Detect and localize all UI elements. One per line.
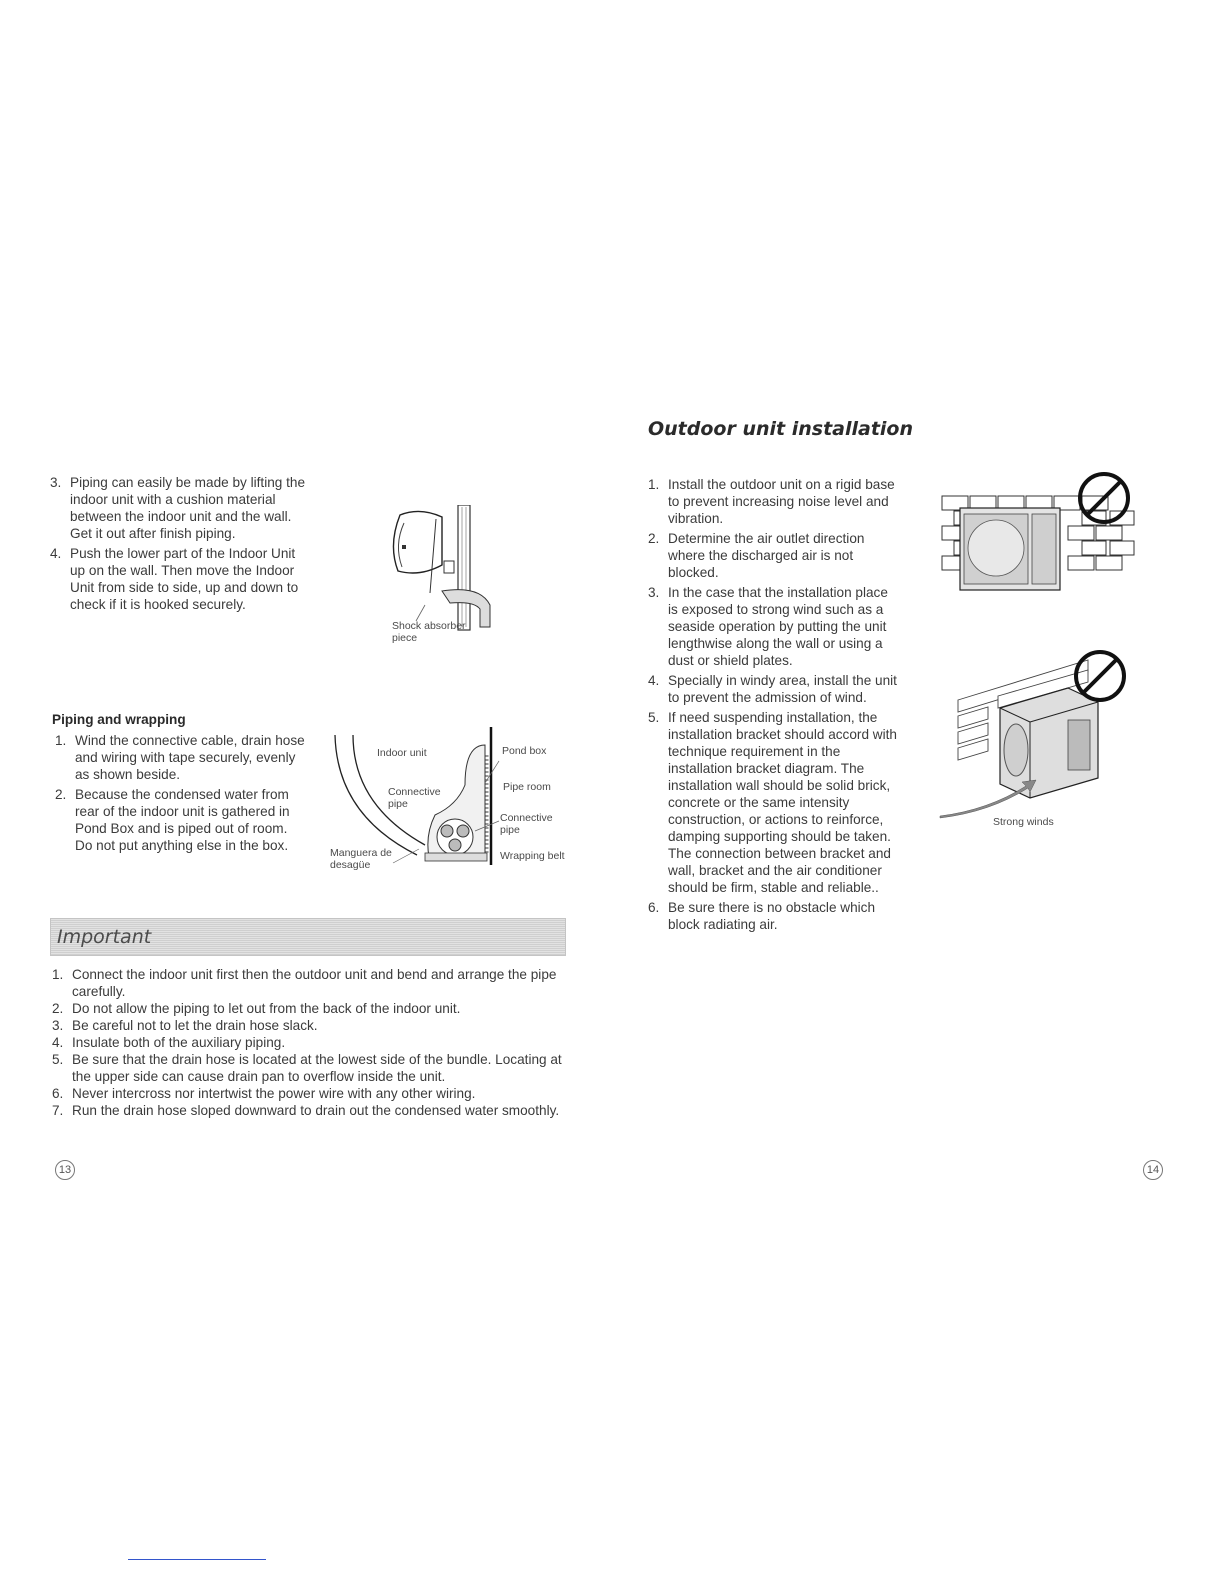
strong-winds-label: Strong winds <box>993 816 1054 828</box>
page-number-left: 13 <box>55 1160 75 1180</box>
shock-absorber-label: Shock absorber piece <box>392 620 466 644</box>
manguera-label: Manguera de desagüe <box>330 847 392 871</box>
connective-pipe-label-right: Connective pipe <box>500 812 553 836</box>
outdoor-unit-wind-figure <box>938 640 1138 820</box>
list-item: 1. Wind the connective cable, drain hose and wiring with tape securely, evenly as shown beside. <box>55 733 305 782</box>
outdoor-steps <box>648 476 898 936</box>
piping-steps <box>55 732 305 857</box>
important-steps <box>52 966 567 1119</box>
list-item: 2. Because the condensed water from rear of the indoor unit is gathered in Pond Box and is piped out of room. Do not put anything else in the box. <box>55 787 290 853</box>
intro-steps <box>50 474 312 616</box>
list-item: 3. Be careful not to let the drain hose slack. <box>52 1018 318 1033</box>
list-item: 3. Piping can easily be made by lifting the indoor unit with a cushion material between the indoor unit and the wall. Get it out after finish piping. <box>50 475 306 541</box>
pipe-room-label: Pipe room <box>503 781 551 793</box>
pond-box-label: Pond box <box>502 745 547 757</box>
page-title: Outdoor unit installation <box>648 418 913 440</box>
page-number-right: 14 <box>1143 1160 1163 1180</box>
wrapping-belt-label: Wrapping belt <box>500 850 565 862</box>
list-item: 4. Specially in windy area, install the unit to prevent the admission of wind. <box>648 673 897 705</box>
list-item: 6. Be sure there is no obstacle which block radiating air. <box>648 900 876 932</box>
list-item: 1. Connect the indoor unit first then the outdoor unit and bend and arrange the pipe carefully. <box>52 967 557 999</box>
important-title: Important <box>57 926 152 948</box>
indoor-unit-label: Indoor unit <box>377 747 427 759</box>
important-banner <box>50 918 566 956</box>
connective-pipe-label-left: Connective pipe <box>388 786 441 810</box>
list-item: 5. Be sure that the drain hose is located at the lowest side of the bundle. Locating at the upper side can cause drain pan to overflow inside the unit. <box>52 1052 562 1084</box>
list-item: 5. If need suspending installation, the installation bracket should accord with technique requirement in the installation bracket diagram. The installation wall should be solid brick, concrete or the same intensity construction, or actions to reinforce, damping supporting should be taken. The connection between bracket and wall, bracket and the air conditioner should be firm, stable and reliable.. <box>648 710 897 895</box>
outdoor-unit-wall-figure <box>938 468 1138 598</box>
piping-heading: Piping and wrapping <box>52 712 186 727</box>
list-item: 2. Do not allow the piping to let out from the back of the indoor unit. <box>52 1001 461 1016</box>
list-item: 6. Never intercross nor intertwist the power wire with any other wiring. <box>52 1086 476 1101</box>
list-item: 7. Run the drain hose sloped downward to drain out the condensed water smoothly. <box>52 1103 560 1118</box>
list-item: 3. In the case that the installation place is exposed to strong wind such as a seaside operation by putting the unit lengthwise along the wall or using a dust or shield plates. <box>648 585 888 668</box>
list-item: 2. Determine the air outlet direction where the discharged air is not blocked. <box>648 531 865 580</box>
list-item: 1. Install the outdoor unit on a rigid base to prevent increasing noise level and vibration. <box>648 477 895 526</box>
footer-divider <box>128 1559 266 1560</box>
list-item: 4. Insulate both of the auxiliary piping. <box>52 1035 286 1050</box>
list-item: 4. Push the lower part of the Indoor Unit up on the wall. Then move the Indoor Unit from side to side, up and down to check if it is hooked securely. <box>50 546 299 612</box>
